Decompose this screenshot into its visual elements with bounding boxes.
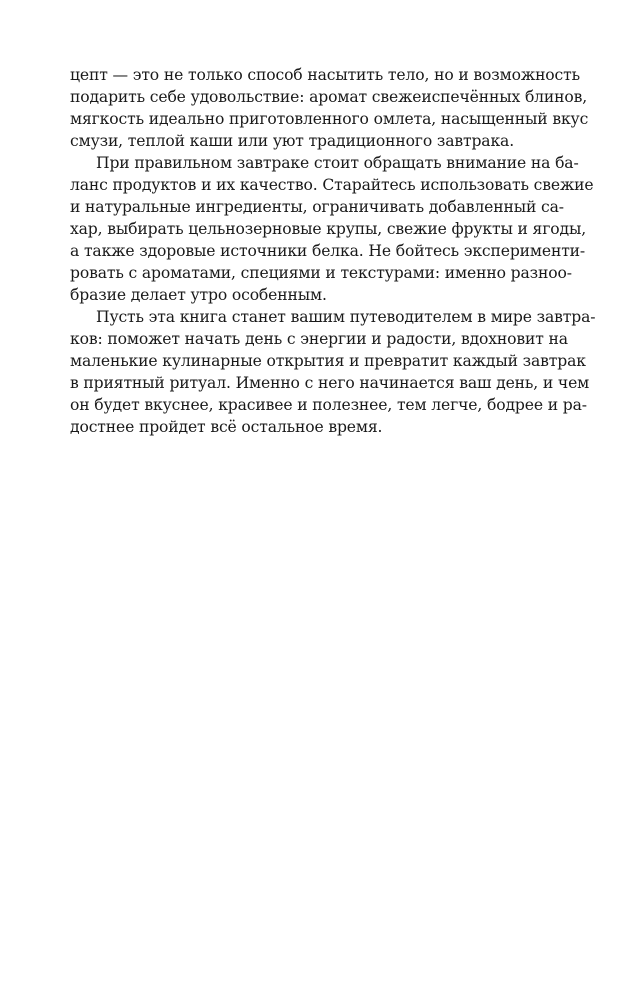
text-line: подарить себе удовольствие: аромат свежеиспечённых блинов, [70, 88, 588, 106]
text-line: достнее пройдет всё остальное время. [70, 418, 383, 436]
text-line: хар, выбирать цельнозерновые крупы, свежие фрукты и ягоды, [70, 220, 587, 238]
paragraph-2 [70, 152, 594, 306]
paragraph-1 [70, 64, 589, 152]
text-line: При правильном завтраке стоит обращать внимание на ба- [96, 154, 579, 172]
text-line: цепт — это не только способ насытить тело, но и возможность [70, 66, 580, 84]
text-line: а также здоровые источники белка. Не бойтесь эксперименти- [70, 242, 586, 260]
text-line: ровать с ароматами, специями и текстурами: именно разноо- [70, 264, 572, 282]
text-line: Пусть эта книга станет вашим путеводителем в мире завтра- [96, 308, 596, 326]
text-line: ланс продуктов и их качество. Старайтесь использовать свежие [70, 176, 594, 194]
text-line: мягкость идеально приготовленного омлета, насыщенный вкус [70, 110, 589, 128]
document-page [70, 64, 596, 438]
text-line: он будет вкуснее, красивее и полезнее, тем легче, бодрее и ра- [70, 396, 587, 414]
text-line: ков: поможет начать день с энергии и радости, вдохновит на [70, 330, 568, 348]
text-line: маленькие кулинарные открытия и превратит каждый завтрак [70, 352, 586, 370]
text-line: бразие делает утро особенным. [70, 286, 327, 304]
text-line: и натуральные ингредиенты, ограничивать добавленный са- [70, 198, 564, 216]
paragraph-3 [70, 306, 596, 438]
text-line: смузи, теплой каши или уют традиционного завтрака. [70, 132, 515, 150]
text-line: в приятный ритуал. Именно с него начинается ваш день, и чем [70, 374, 590, 392]
